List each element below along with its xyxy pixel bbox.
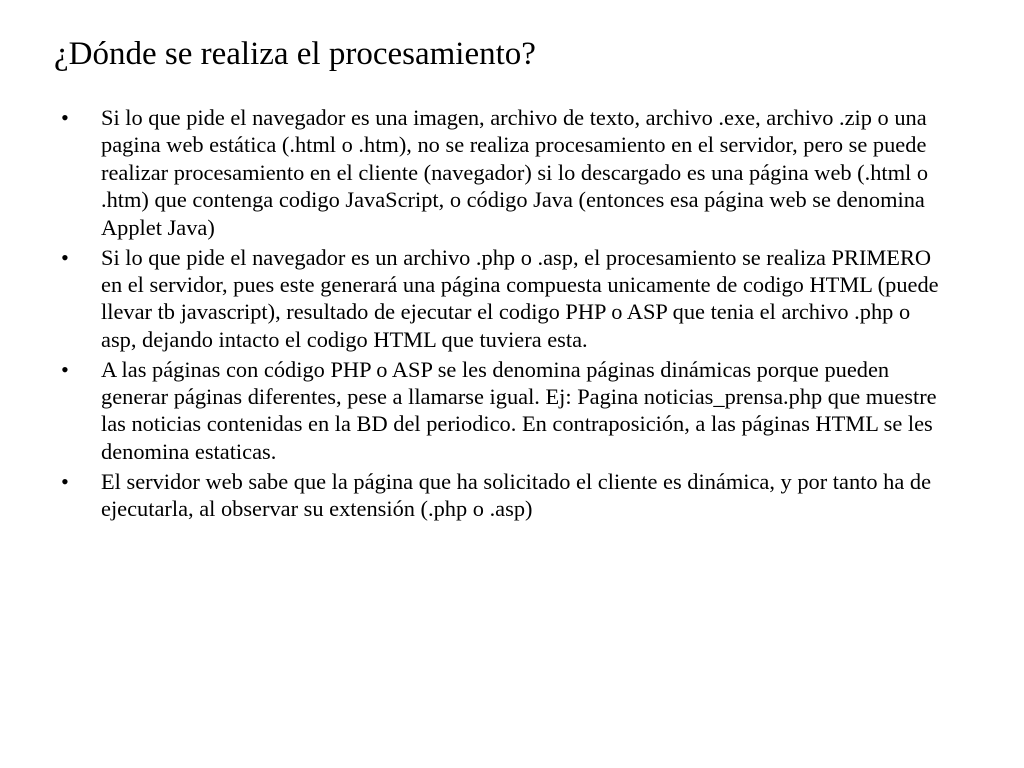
bullet-text: Si lo que pide el navegador es una imagen, archivo de texto, archivo .exe, archivo .zip o una pagina web estática (.html o .htm), no se realiza procesamiento en el servidor, pero se puede realizar procesamiento en el cliente (navegador) si lo descargado es una página web (.html o .htm) que contenga codigo JavaScript, o código Java (entonces esa página web se denomina Applet Java)	[101, 105, 929, 240]
bullet-text: El servidor web sabe que la página que ha solicitado el cliente es dinámica, y por tanto ha de ejecutarla, al observar su extensión (.php o .asp)	[101, 468, 932, 522]
bullet-text: Si lo que pide el navegador es un archivo .php o .asp, el procesamiento se realiza PRIMERO en el servidor, pues este generará una página compuesta unicamente de codigo HTML (puede llevar tb javascript), resultado de ejecutar el codigo PHP o ASP que tenia el archivo .php o asp, dejando intacto el codigo HTML que tuviera esta.	[101, 244, 939, 352]
bullet-icon: •	[61, 105, 69, 130]
bullet-icon: •	[61, 468, 69, 494]
bullet-list	[60, 104, 940, 525]
bullet-item	[60, 468, 940, 523]
bullet-text: A las páginas con código PHP o ASP se les denomina páginas dinámicas porque pueden generar páginas diferentes, pese a llamarse igual. Ej: Pagina noticias_prensa.php que muestre las noticias contenidas en la BD del periodico. En contraposición, a las páginas HTML se les denomina estaticas.	[101, 356, 937, 464]
bullet-item	[60, 244, 940, 354]
bullet-icon: •	[61, 244, 69, 270]
slide-title: ¿Dónde se realiza el procesamiento?	[54, 36, 536, 72]
bullet-item	[60, 104, 940, 241]
bullet-icon: •	[61, 356, 69, 382]
bullet-item	[60, 356, 940, 466]
